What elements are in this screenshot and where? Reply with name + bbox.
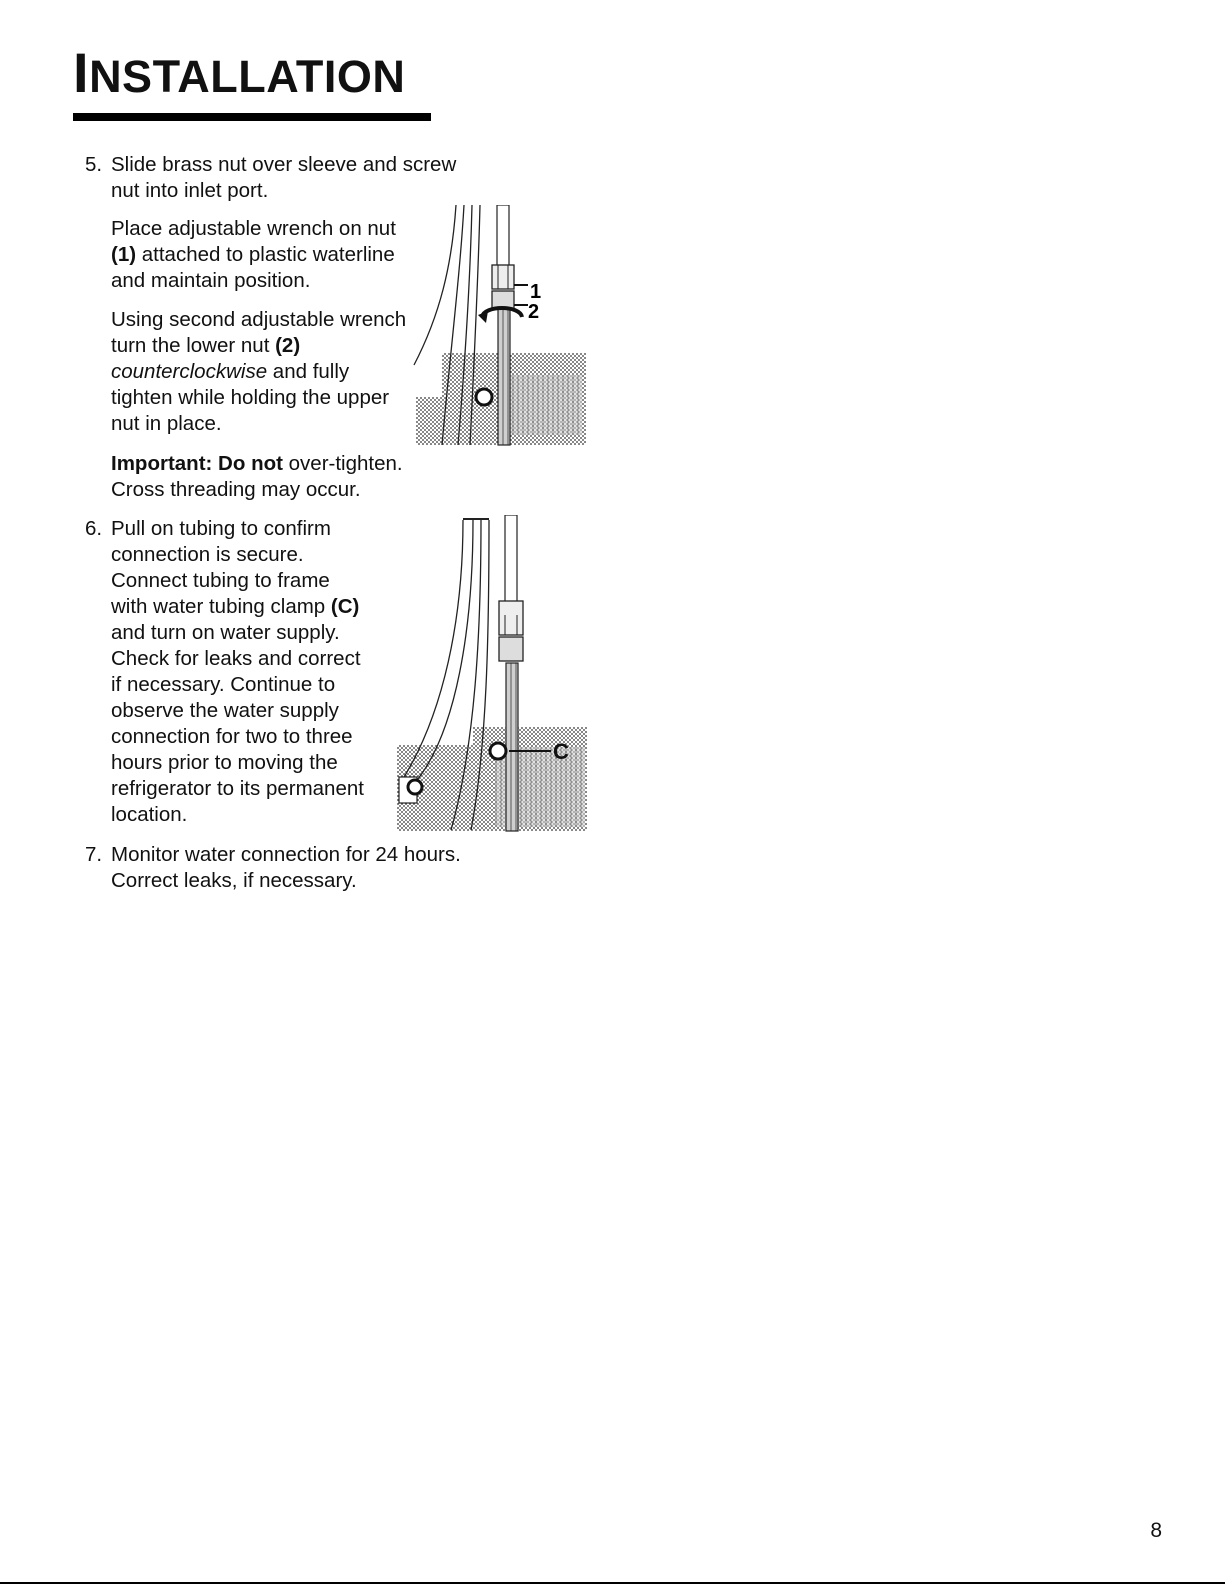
clamp-icon	[408, 780, 422, 794]
step-5-wrench-instruction: Place adjustable wrench on nut (1) attached to plastic waterline and maintain position.	[111, 217, 396, 292]
upper-nut	[492, 265, 514, 289]
title-underline	[73, 113, 431, 121]
callout-label-1: 1	[530, 281, 542, 303]
step-text: Place adjustable wrench on nut	[111, 217, 396, 240]
step-text: tighten while holding the upper	[111, 386, 390, 409]
upper-nut	[499, 601, 523, 635]
step-7: 7. Monitor water connection for 24 hours. Correct leaks, if necessary.	[85, 843, 461, 892]
step-text: Using second adjustable wrench	[111, 308, 407, 331]
emphasis-counterclockwise: counterclockwise	[111, 360, 268, 383]
step-number: 7.	[85, 843, 103, 866]
important-label: Important: Do not	[111, 452, 283, 475]
nut-tightening-illustration	[412, 205, 592, 450]
step-text: Cross threading may occur.	[111, 478, 361, 501]
step-number: 6.	[85, 517, 103, 540]
page-bottom-rule	[0, 1582, 1225, 1584]
callout-ref-1: (1)	[111, 243, 137, 266]
step-5	[85, 152, 457, 204]
step-5-second-wrench: Using second adjustable wrench turn the lower nut (2) counterclockwise and fully tighten while holding the upper nut in place.	[111, 308, 407, 435]
clamp-icon	[476, 389, 492, 405]
step-text: nut into inlet port.	[111, 179, 269, 202]
step-text: and maintain position.	[111, 269, 311, 292]
step-6: 6. Pull on tubing to confirm connection is secure. Connect tubing to frame with water tubing clamp (C) and turn on water supply. Check for leaks and correct if necessary. Continue to observe the water supply connection for two to three hours prior to moving the refrigerator to its permanent location.	[85, 517, 364, 826]
callout-label-2: 2	[528, 301, 540, 323]
lower-nut	[499, 637, 523, 661]
step-number: 5.	[85, 153, 103, 176]
callout-label-c: C	[553, 739, 569, 764]
step-text: Slide brass nut over sleeve and screw	[111, 153, 457, 176]
page-title: INSTALLATION	[73, 41, 406, 104]
page-number: 8	[1150, 1519, 1162, 1542]
callout-ref-c: (C)	[330, 595, 360, 618]
callout-ref-2: (2)	[275, 334, 301, 357]
step-text: nut in place.	[111, 412, 222, 435]
clamp-icon	[490, 743, 506, 759]
important-note: Important: Do not over-tighten. Cross threading may occur.	[111, 452, 403, 501]
tubing-clamp-illustration	[385, 515, 590, 835]
